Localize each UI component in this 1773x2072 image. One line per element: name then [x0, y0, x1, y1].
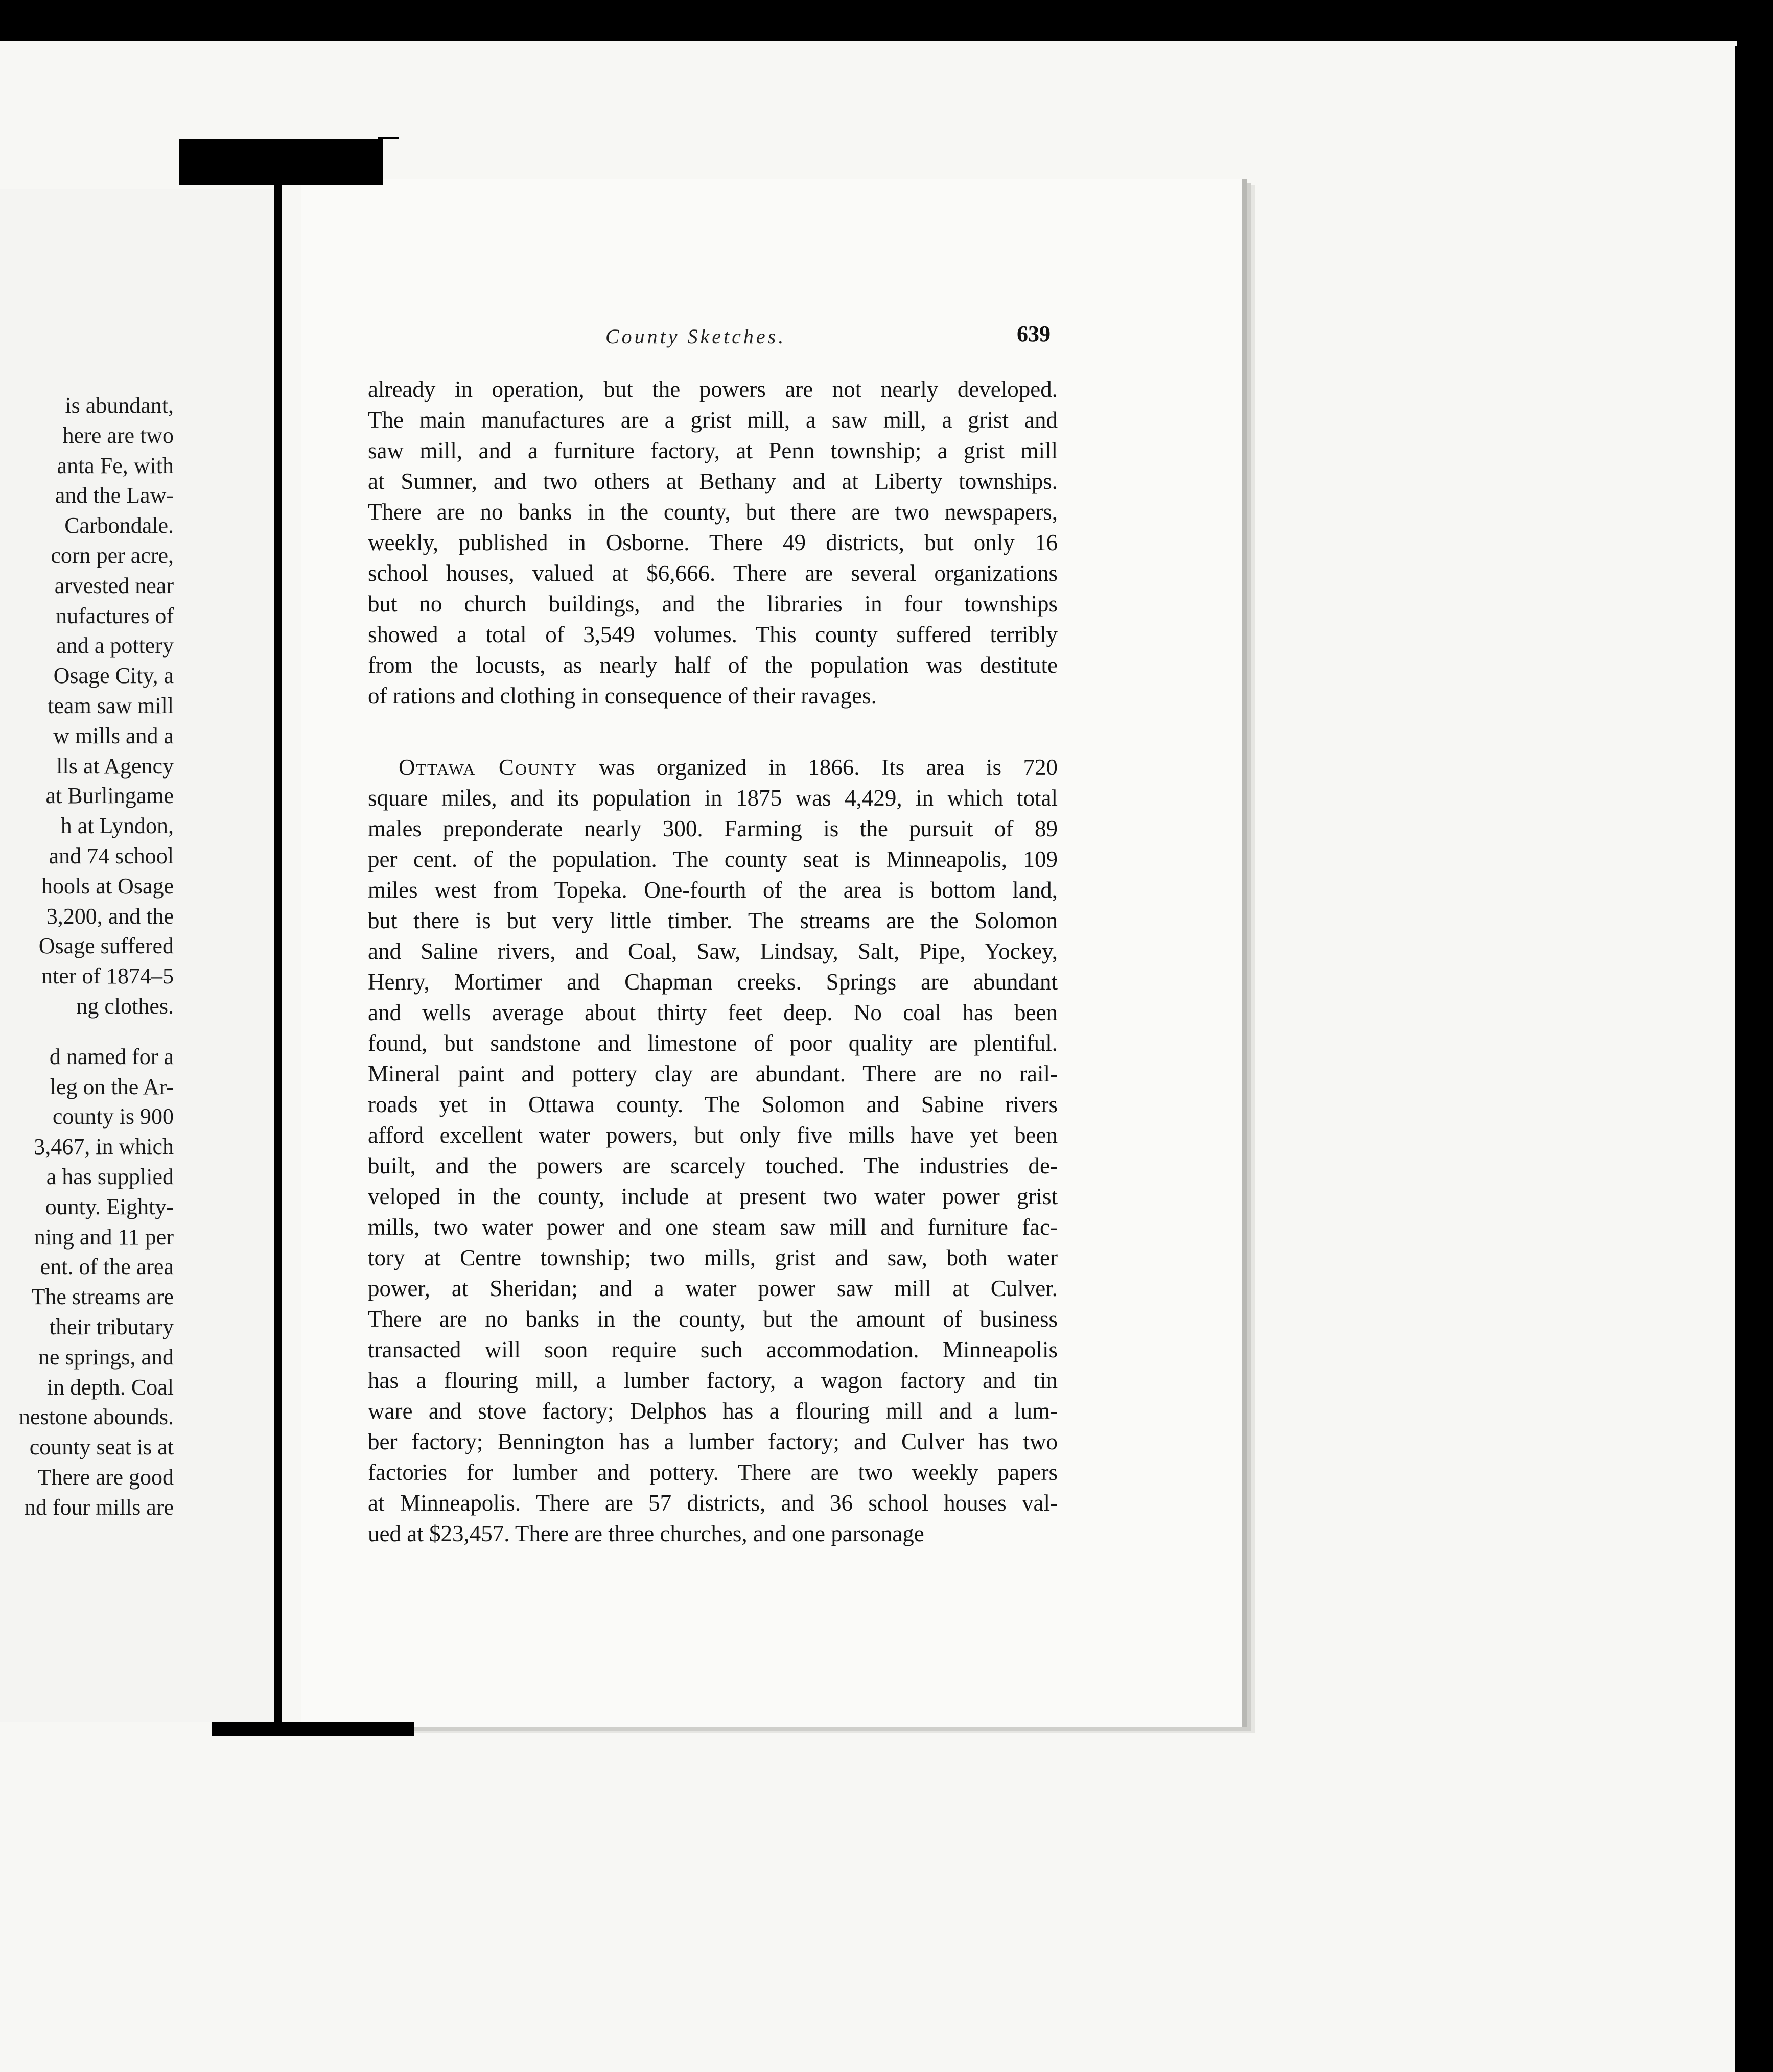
left-page-line: at Burlingame: [45, 783, 174, 809]
left-page-line: There are good: [37, 1465, 174, 1490]
body-line: Mineral paint and pottery clay are abundant. There are no rail-: [368, 1061, 1058, 1087]
body-line-text: was organized in 1866. Its area is 720: [599, 755, 1058, 780]
body-line: and Saline rivers, and Coal, Saw, Lindsay, Salt, Pipe, Yockey,: [368, 938, 1058, 964]
left-page-line: ne springs, and: [38, 1344, 174, 1370]
body-line: from the locusts, as nearly half of the population was destitute: [368, 652, 1058, 678]
body-line: Henry, Mortimer and Chapman creeks. Springs are abundant: [368, 969, 1058, 995]
body-line: built, and the powers are scarcely touched. The industries de-: [368, 1153, 1058, 1179]
body-line: square miles, and its population in 1875 was 4,429, in which total: [368, 785, 1058, 811]
left-page-line: w mills and a: [53, 723, 174, 748]
left-page-line: 3,467, in which: [34, 1134, 174, 1160]
body-line: already in operation, but the powers are not nearly developed.: [368, 376, 1058, 402]
left-page-line: and a pottery: [56, 633, 174, 658]
body-line: ber factory; Bennington has a lumber factory; and Culver has two: [368, 1429, 1058, 1454]
left-page-line: anta Fe, with: [57, 453, 174, 478]
clamp-top-nib: [378, 137, 399, 139]
body-line: but there is but very little timber. The streams are the Solomon: [368, 908, 1058, 933]
left-page-line: leg on the Ar-: [50, 1074, 174, 1099]
left-page-line: Osage City, a: [53, 663, 174, 689]
page-number: 639: [1017, 321, 1051, 346]
left-page-line: nd four mills are: [24, 1494, 174, 1520]
left-page-line: nter of 1874–5: [41, 963, 174, 989]
left-page-line: corn per acre,: [51, 543, 174, 568]
left-page: [0, 189, 279, 1722]
body-line: showed a total of 3,549 volumes. This county suffered terribly: [368, 622, 1058, 647]
left-page-line: Carbondale.: [64, 513, 174, 538]
body-line: weekly, published in Osborne. There 49 districts, but only 16: [368, 530, 1058, 555]
body-line: [368, 752, 1058, 783]
body-line: There are no banks in the county, but there are two newspapers,: [368, 499, 1058, 525]
body-line: saw mill, and a furniture factory, at Penn township; a grist mill: [368, 438, 1058, 463]
body-line: and wells average about thirty feet deep. No coal has been: [368, 1000, 1058, 1025]
body-line: The main manufactures are a grist mill, a saw mill, a grist and: [368, 407, 1058, 433]
left-page-line: ounty. Eighty-: [45, 1194, 174, 1219]
body-line: has a flouring mill, a lumber factory, a wagon factory and tin: [368, 1368, 1058, 1393]
left-page-line: hools at Osage: [41, 873, 174, 899]
body-line: transacted will soon require such accommodation. Minneapolis: [368, 1337, 1058, 1362]
body-line: veloped in the county, include at present two water power grist: [368, 1184, 1058, 1209]
left-page-line: in depth. Coal: [46, 1374, 174, 1400]
body-line: tory at Centre township; two mills, grist and saw, both water: [368, 1245, 1058, 1270]
body-line: at Sumner, and two others at Bethany and at Liberty townships.: [368, 468, 1058, 494]
body-line: males preponderate nearly 300. Farming is the pursuit of 89: [368, 816, 1058, 841]
body-line: power, at Sheridan; and a water power saw mill at Culver.: [368, 1276, 1058, 1301]
body-line: per cent. of the population. The county seat is Minneapolis, 109: [368, 846, 1058, 872]
body-line: school houses, valued at $6,666. There are several organizations: [368, 560, 1058, 586]
left-page-line: h at Lyndon,: [60, 813, 174, 839]
left-page-line: is abundant,: [65, 393, 174, 418]
left-page-line: county seat is at: [29, 1434, 174, 1460]
body-line: at Minneapolis. There are 57 districts, and 36 school houses val-: [368, 1490, 1058, 1516]
left-page-line: ent. of the area: [40, 1254, 174, 1280]
left-page-line: ning and 11 per: [34, 1224, 174, 1250]
body-line: found, but sandstone and limestone of poor quality are plentiful.: [368, 1030, 1058, 1056]
body-line: roads yet in Ottawa county. The Solomon and Sabine rivers: [368, 1092, 1058, 1117]
clamp-bottom-bar: [212, 1722, 414, 1736]
left-page-line: and 74 school: [49, 843, 174, 868]
left-page-line: team saw mill: [48, 693, 174, 718]
body-line: but no church buildings, and the libraries in four townships: [368, 591, 1058, 617]
clamp-rail: [274, 185, 282, 1723]
left-page-line: 3,200, and the: [46, 903, 174, 929]
left-page-line: d named for a: [49, 1044, 174, 1069]
left-page-line: their tributary: [49, 1314, 174, 1339]
running-head: County Sketches.: [605, 325, 786, 348]
left-page-line: nestone abounds.: [18, 1404, 174, 1430]
left-page-line: a has supplied: [46, 1164, 174, 1189]
left-page-line: and the Law-: [55, 483, 174, 508]
body-line: mills, two water power and one steam saw mill and furniture fac-: [368, 1214, 1058, 1240]
body-line: ued at $23,457. There are three churches, and one parsonage: [368, 1521, 924, 1546]
left-page-line: here are two: [62, 422, 174, 448]
body-line: miles west from Topeka. One-fourth of the area is bottom land,: [368, 877, 1058, 903]
left-page-line: county is 900: [52, 1104, 174, 1129]
left-page-line: The streams are: [31, 1284, 174, 1310]
left-page-line: arvested near: [54, 573, 174, 598]
body-line: of rations and clothing in consequence of their ravages.: [368, 683, 877, 709]
section-lead: Ottawa County: [399, 755, 577, 780]
body-line: There are no banks in the county, but the amount of business: [368, 1306, 1058, 1332]
left-page-line: ng clothes.: [76, 994, 174, 1019]
body-line: factories for lumber and pottery. There are two weekly papers: [368, 1459, 1058, 1485]
body-line: afford excellent water powers, but only five mills have yet been: [368, 1122, 1058, 1148]
left-page-line: nufactures of: [56, 603, 174, 628]
left-page-line: lls at Agency: [56, 753, 174, 779]
left-page-line: Osage suffered: [38, 933, 174, 959]
scan-right-edge: [1735, 46, 1773, 2072]
clamp-top-bar: [179, 139, 383, 185]
body-line: ware and stove factory; Delphos has a flouring mill and a lum-: [368, 1398, 1058, 1424]
